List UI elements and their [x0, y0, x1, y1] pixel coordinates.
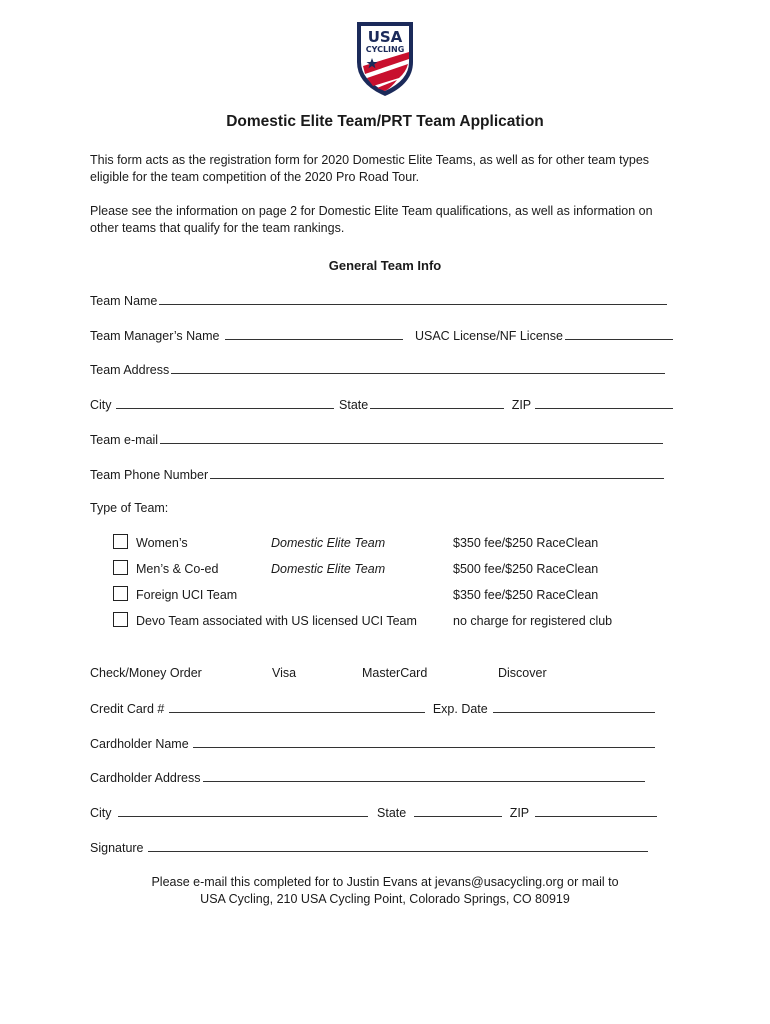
payment-check-money-order[interactable]: Check/Money Order	[90, 666, 202, 680]
email-label: Team e-mail	[90, 433, 159, 447]
option-fee-devo-team: no charge for registered club	[453, 614, 613, 628]
team-name-field[interactable]	[159, 292, 667, 305]
exp-date-label: Exp. Date	[432, 702, 488, 716]
email-row	[90, 431, 663, 449]
payment-state-label: State	[377, 806, 407, 820]
cardholder-name-label: Cardholder Name	[90, 737, 189, 751]
payment-zip-field[interactable]	[535, 804, 657, 817]
credit-card-row	[90, 700, 655, 718]
logo-text-usa: USA	[367, 28, 403, 46]
team-type-label: Type of Team:	[90, 501, 169, 515]
credit-card-field[interactable]	[169, 700, 425, 713]
option-name-mens-coed: Men’s & Co-ed	[136, 562, 219, 576]
intro-paragraph-1: This form acts as the registration form for 2020 Domestic Elite Teams, as well as for other team types eligible for the team competition of the 2020 Pro Road Tour.	[90, 153, 650, 184]
phone-label: Team Phone Number	[90, 468, 209, 482]
mens-coed-checkbox[interactable]	[113, 560, 128, 575]
general-info-heading: General Team Info	[328, 258, 442, 273]
cardholder-address-label: Cardholder Address	[90, 771, 201, 785]
state-field[interactable]	[370, 396, 504, 409]
payment-city-state-zip-row	[90, 804, 657, 822]
option-category-mens-coed: Domestic Elite Team	[271, 562, 386, 576]
option-name-womens: Women’s	[136, 536, 188, 550]
signature-field[interactable]	[148, 839, 648, 852]
team-name-label: Team Name	[90, 294, 158, 308]
zip-label: ZIP	[511, 398, 532, 412]
city-field[interactable]	[116, 396, 334, 409]
manager-row	[90, 327, 673, 345]
foreign-uci-checkbox[interactable]	[113, 586, 128, 601]
manager-name-field[interactable]	[225, 327, 403, 340]
payment-state-field[interactable]	[414, 804, 502, 817]
footer-line-2: USA Cycling, 210 USA Cycling Point, Colorado Springs, CO 80919	[200, 892, 570, 906]
city-label: City	[90, 398, 112, 412]
option-name-foreign-uci: Foreign UCI Team	[136, 588, 238, 602]
option-name-devo-team: Devo Team associated with US licensed UCI Team	[136, 614, 417, 628]
state-label: State	[339, 398, 369, 412]
form-title: Domestic Elite Team/PRT Team Application	[226, 113, 544, 130]
womens-checkbox[interactable]	[113, 534, 128, 549]
address-label: Team Address	[90, 363, 170, 377]
zip-field[interactable]	[535, 396, 673, 409]
usa-cycling-logo	[353, 18, 417, 98]
payment-mastercard[interactable]: MasterCard	[362, 666, 428, 680]
payment-discover[interactable]: Discover	[498, 666, 547, 680]
city-state-zip-row	[90, 396, 673, 414]
option-fee-mens-coed: $500 fee/$250 RaceClean	[453, 562, 599, 576]
email-field[interactable]	[160, 431, 663, 444]
phone-field[interactable]	[210, 466, 664, 479]
address-row	[90, 361, 665, 379]
credit-card-label: Credit Card #	[90, 702, 165, 716]
license-label: USAC License/NF License	[414, 329, 563, 343]
payment-zip-label: ZIP	[509, 806, 530, 820]
payment-visa[interactable]: Visa	[272, 666, 297, 680]
cardholder-address-row	[90, 769, 645, 787]
option-fee-foreign-uci: $350 fee/$250 RaceClean	[453, 588, 599, 602]
payment-city-label: City	[90, 806, 112, 820]
team-name-row	[90, 292, 667, 310]
signature-label: Signature	[90, 841, 144, 855]
cardholder-address-field[interactable]	[203, 769, 645, 782]
cardholder-name-field[interactable]	[193, 735, 655, 748]
cardholder-name-row	[90, 735, 655, 753]
signature-row	[90, 839, 648, 857]
option-fee-womens: $350 fee/$250 RaceClean	[453, 536, 599, 550]
address-field[interactable]	[171, 361, 665, 374]
option-category-womens: Domestic Elite Team	[271, 536, 386, 550]
payment-city-field[interactable]	[118, 804, 368, 817]
exp-date-field[interactable]	[493, 700, 655, 713]
devo-team-checkbox[interactable]	[113, 612, 128, 627]
phone-row	[90, 466, 664, 484]
logo-text-cycling: CYCLING	[365, 45, 405, 54]
intro-paragraph-2: Please see the information on page 2 for Domestic Elite Team qualifications, as well as information on other teams that qualify for the team rankings.	[90, 204, 653, 235]
footer-line-1: Please e-mail this completed for to Justin Evans at jevans@usacycling.org or mail to	[151, 875, 619, 889]
license-field[interactable]	[565, 327, 673, 340]
manager-name-label: Team Manager’s Name	[90, 329, 220, 343]
